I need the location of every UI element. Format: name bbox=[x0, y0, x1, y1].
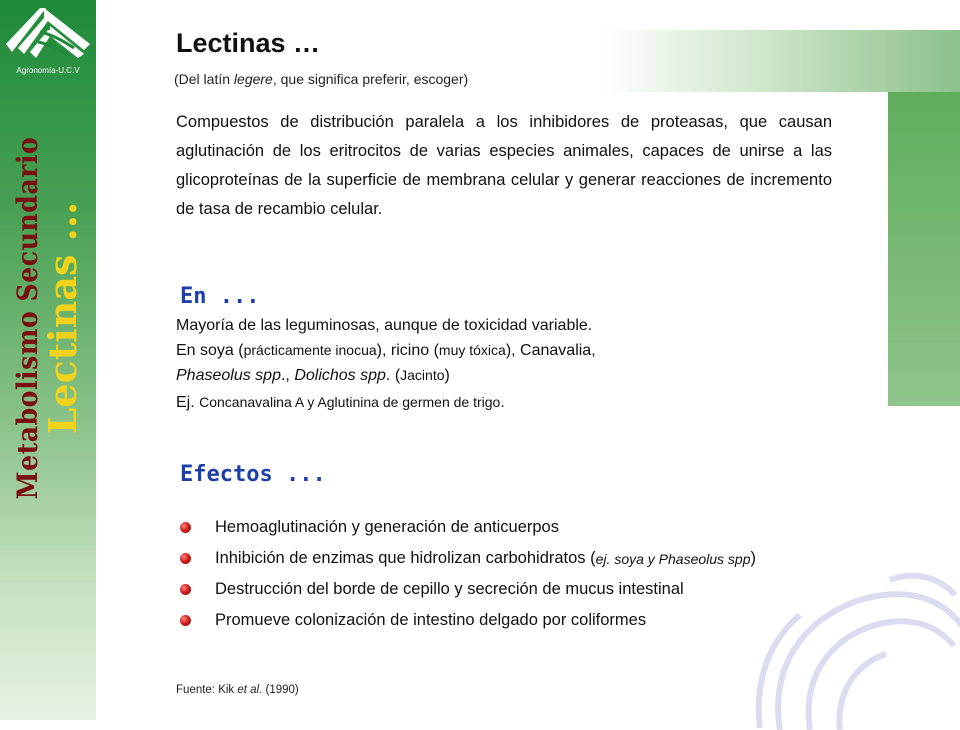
red-sphere-bullet-icon bbox=[180, 553, 191, 564]
en-line-4-note: Concanavalina A y Aglutinina de germen de trigo bbox=[199, 394, 501, 410]
list-item-text: Inhibición de enzimas que hidrolizan carbohidratos ( bbox=[215, 549, 596, 567]
red-sphere-bullet-icon bbox=[180, 615, 191, 626]
source-year: (1990) bbox=[262, 684, 299, 696]
en-line-2 bbox=[176, 338, 876, 363]
en-line-4 bbox=[176, 390, 876, 415]
source-text: Fuente: Kik bbox=[176, 684, 238, 696]
list-item-text: Destrucción del borde de cepillo y secreción de mucus intestinal bbox=[215, 580, 684, 598]
list-item bbox=[180, 543, 940, 574]
en-line-2-part: En soya ( bbox=[176, 342, 244, 359]
en-line-3-part: . ( bbox=[385, 367, 401, 384]
list-item-text: Hemoaglutinación y generación de anticuerpos bbox=[215, 518, 559, 536]
red-sphere-bullet-icon bbox=[180, 584, 191, 595]
source-et-al: et al. bbox=[237, 684, 263, 696]
list-item bbox=[180, 512, 940, 543]
source-citation bbox=[176, 684, 299, 696]
list-item-text-close: ) bbox=[750, 549, 757, 567]
efectos-heading: Efectos ... bbox=[180, 462, 326, 487]
en-heading: En ... bbox=[180, 284, 260, 309]
list-item-note: ej. soya y Phaseolus spp bbox=[595, 550, 751, 567]
en-line-2-part: ), ricino ( bbox=[376, 342, 439, 359]
en-line-1: Mayoría de las leguminosas, aunque de toxicidad variable. bbox=[176, 317, 593, 334]
vertical-title-main: Metabolismo Secundario bbox=[11, 136, 45, 500]
en-line-3-part: ., bbox=[280, 367, 295, 384]
subtitle-text-end: , que significa preferir, escoger) bbox=[272, 71, 469, 87]
vertical-title bbox=[5, 88, 91, 548]
right-decor-bar bbox=[888, 92, 960, 406]
en-line-3-note: Jacinto bbox=[400, 367, 445, 383]
en-line-3-part: ) bbox=[444, 367, 450, 384]
species-name: Phaseolus spp bbox=[176, 367, 281, 384]
list-item bbox=[180, 574, 940, 605]
en-line-2-note: prácticamente inocua bbox=[243, 342, 377, 358]
en-section-text bbox=[176, 314, 876, 415]
species-name: Dolichos spp bbox=[294, 367, 386, 384]
page-subtitle bbox=[174, 71, 468, 87]
en-line-4-part: . bbox=[500, 394, 505, 411]
logo-caption: Agronomía-U.C.V bbox=[16, 66, 80, 75]
subtitle-latin-word: legere bbox=[233, 71, 273, 87]
agronomia-logo-icon bbox=[4, 4, 92, 64]
list-item bbox=[180, 605, 940, 636]
efectos-list bbox=[180, 512, 940, 636]
left-sidebar bbox=[0, 0, 96, 720]
list-item-text: Promueve colonización de intestino delgado por coliformes bbox=[215, 611, 647, 629]
vertical-title-topic: Lectinas ... bbox=[39, 201, 85, 435]
en-line-2-part: ), Canavalia, bbox=[505, 342, 596, 359]
en-line-2-note: muy tóxica bbox=[438, 342, 506, 358]
red-sphere-bullet-icon bbox=[180, 522, 191, 533]
page-title: Lectinas … bbox=[176, 28, 321, 58]
en-line-4-part: Ej. bbox=[176, 394, 200, 411]
en-line-3 bbox=[176, 363, 876, 388]
intro-paragraph: Compuestos de distribución paralela a los inhibidores de proteasas, que causan aglutinación de los eritrocitos de varias especies animales, capaces de unirse a las glicoproteínas de la superficie de membrana celular y generar reacciones de incremento de tasa de recambio celular. bbox=[176, 113, 832, 218]
subtitle-text-start: (Del latín bbox=[174, 71, 234, 87]
header-gradient-bar bbox=[600, 30, 960, 92]
